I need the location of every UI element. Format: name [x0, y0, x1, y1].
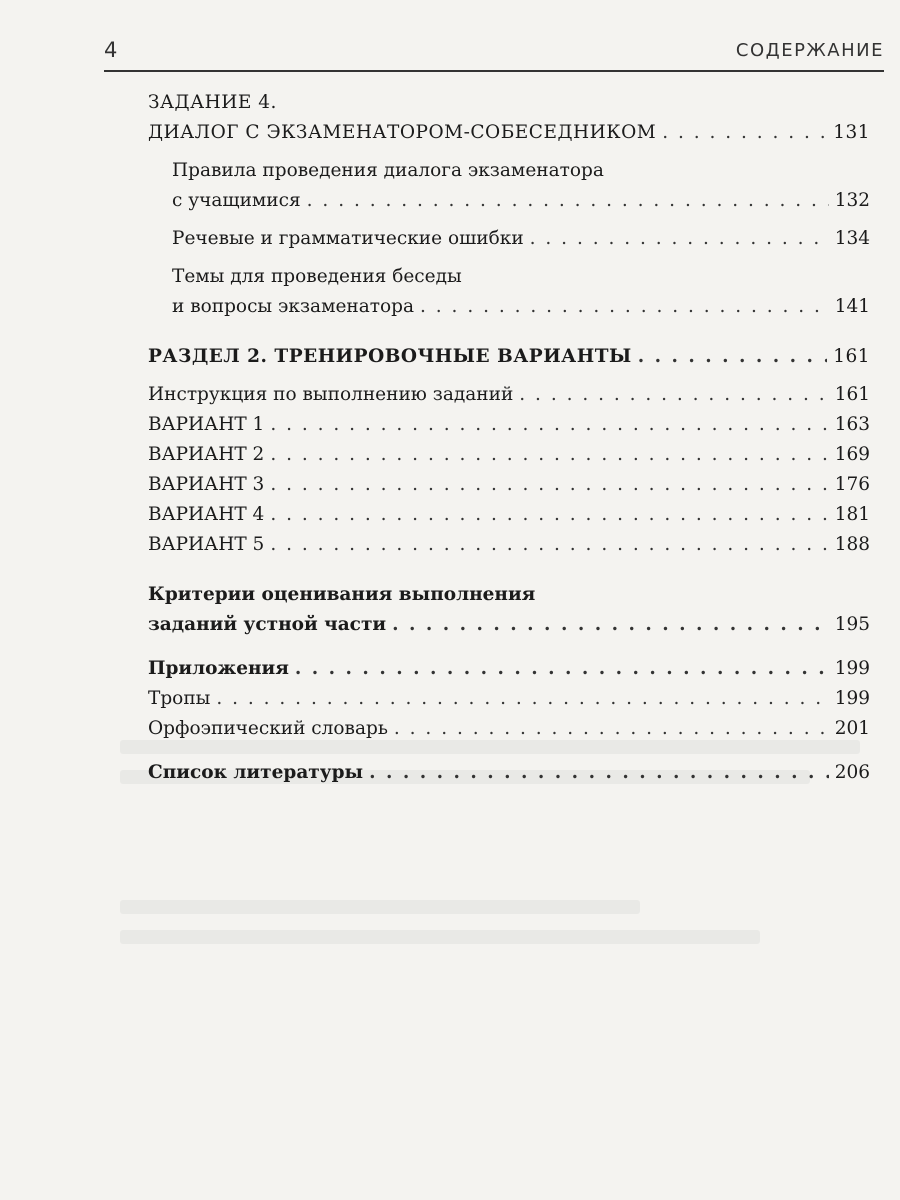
toc-entry-variant-2[interactable]: [148, 440, 870, 470]
toc-entry-instructions[interactable]: [148, 380, 870, 410]
leader-dots: [270, 470, 828, 500]
toc-page-number: 161: [833, 346, 870, 367]
toc-page-number: 199: [834, 658, 870, 679]
toc-entry-label: Тропы: [148, 688, 211, 709]
toc-entry-label: ДИАЛОГ С ЭКЗАМЕНАТОРОМ-СОБЕСЕДНИКОМ: [148, 122, 657, 143]
toc-entry-label: ВАРИАНТ 3: [148, 474, 265, 495]
toc-entry-section2[interactable]: [148, 342, 870, 372]
toc-entry-label: РАЗДЕЛ 2. ТРЕНИРОВОЧНЫЕ ВАРИАНТЫ: [148, 346, 632, 367]
toc-page-number: 199: [834, 688, 870, 709]
toc-entry-orthoepic[interactable]: [148, 714, 870, 744]
leader-dots: [662, 118, 827, 148]
leader-dots: [392, 610, 829, 640]
toc-page-number: 181: [834, 504, 870, 525]
toc-page-number: 131: [833, 122, 870, 143]
toc-entry-label: Речевые и грамматические ошибки: [172, 228, 524, 249]
toc-entry-label: заданий устной части: [148, 614, 387, 635]
toc-page-number: 188: [834, 534, 870, 555]
toc-entry-label: Орфоэпический словарь: [148, 718, 388, 739]
toc-entry-appendices[interactable]: [148, 654, 870, 684]
toc-entry-label: Правила проведения диалога экзаменатора: [172, 160, 604, 181]
leader-dots: [530, 224, 829, 254]
toc-entry-label: ВАРИАНТ 5: [148, 534, 265, 555]
toc-page-number: 195: [834, 614, 870, 635]
toc-entry-label: ВАРИАНТ 1: [148, 414, 265, 435]
leader-dots: [270, 530, 828, 560]
leader-dots: [270, 440, 828, 470]
bleed-through: [120, 900, 640, 914]
toc-entry-label: ВАРИАНТ 2: [148, 444, 265, 465]
toc-entry-topics[interactable]: [148, 262, 870, 322]
toc-page-number: 163: [834, 414, 870, 435]
leader-dots: [270, 500, 828, 530]
toc-entry-label: Инструкция по выполнению заданий: [148, 384, 514, 405]
leader-dots: [519, 380, 828, 410]
page-number: 4: [104, 38, 118, 62]
page-header: [104, 36, 884, 72]
toc-page-number: 176: [834, 474, 870, 495]
table-of-contents: [148, 88, 870, 788]
toc-entry-variant-5[interactable]: [148, 530, 870, 560]
leader-dots: [638, 342, 827, 372]
toc-page-number: 141: [834, 296, 870, 317]
toc-entry-label: Приложения: [148, 658, 289, 679]
toc-page-number: 134: [834, 228, 870, 249]
toc-entry-tropes[interactable]: [148, 684, 870, 714]
toc-entry-label: с учащимися: [172, 190, 301, 211]
toc-entry-rules[interactable]: [148, 156, 870, 216]
toc-entry-variant-3[interactable]: [148, 470, 870, 500]
toc-entry-task4[interactable]: [148, 88, 870, 148]
toc-entry-label: Критерии оценивания выполнения: [148, 584, 536, 605]
toc-page-number: 169: [834, 444, 870, 465]
toc-entry-label: Темы для проведения беседы: [172, 266, 462, 287]
bleed-through: [120, 930, 760, 944]
leader-dots: [295, 654, 829, 684]
leader-dots: [394, 714, 829, 744]
leader-dots: [420, 292, 829, 322]
leader-dots: [307, 186, 829, 216]
toc-entry-literature[interactable]: [148, 758, 870, 788]
toc-entry-label: и вопросы экзаменатора: [172, 296, 415, 317]
toc-entry-criteria[interactable]: [148, 580, 870, 640]
toc-entry-label: ВАРИАНТ 4: [148, 504, 265, 525]
toc-entry-variant-4[interactable]: [148, 500, 870, 530]
toc-entry-label: Список литературы: [148, 762, 364, 783]
toc-page-number: 206: [834, 762, 870, 783]
leader-dots: [216, 684, 828, 714]
section-title: СОДЕРЖАНИЕ: [735, 40, 884, 61]
toc-entry-variant-1[interactable]: [148, 410, 870, 440]
toc-page-number: 161: [834, 384, 870, 405]
leader-dots: [369, 758, 829, 788]
toc-page-number: 132: [834, 190, 870, 211]
toc-entry-errors[interactable]: [148, 224, 870, 254]
leader-dots: [270, 410, 828, 440]
toc-entry-label: ЗАДАНИЕ 4.: [148, 92, 277, 113]
toc-page-number: 201: [834, 718, 870, 739]
